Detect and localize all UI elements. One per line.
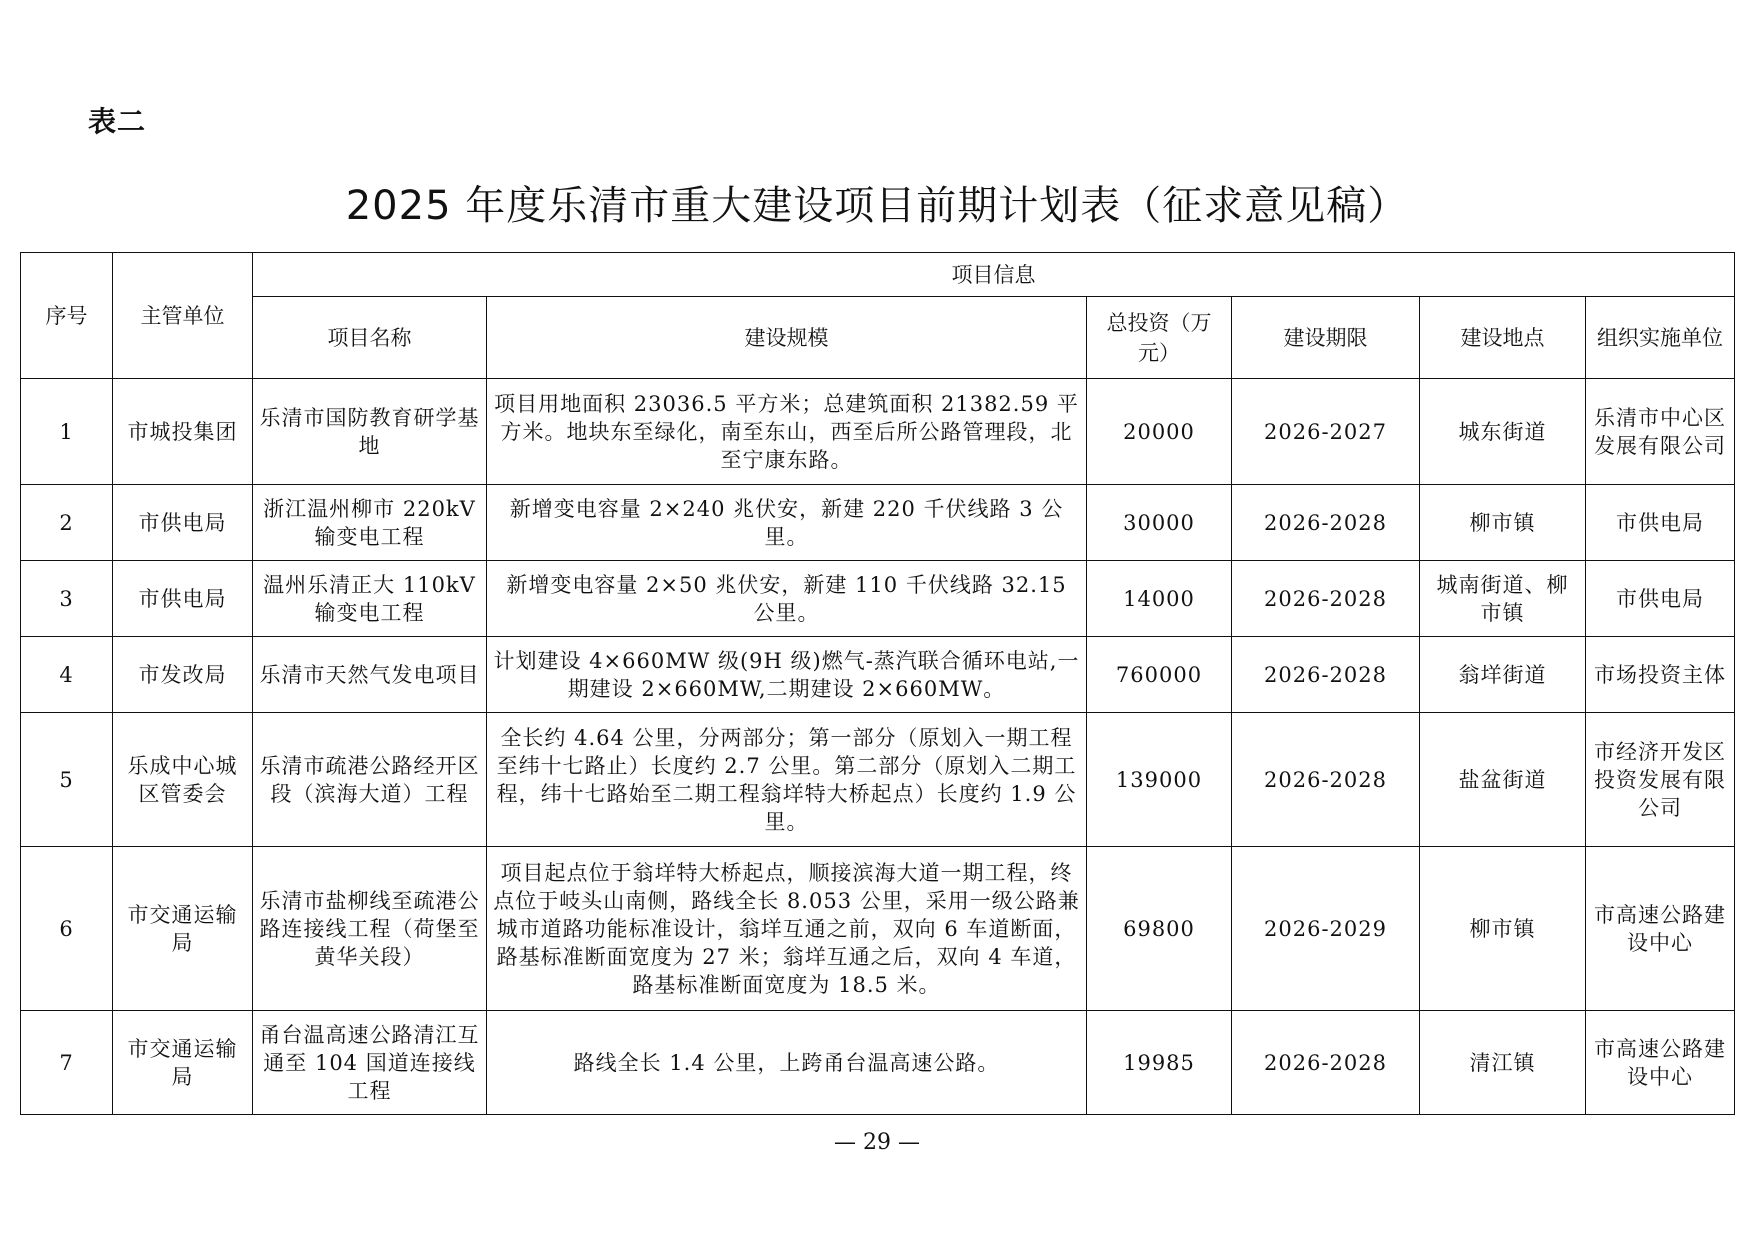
cell-name: 乐清市国防教育研学基地: [253, 379, 487, 485]
cell-investment: 69800: [1087, 847, 1232, 1011]
cell-index: 1: [21, 379, 113, 485]
subheader-row: [21, 297, 1735, 379]
table-tag: 表二: [88, 105, 147, 138]
cell-implementer: 市场投资主体: [1586, 637, 1735, 713]
cell-name: 浙江温州柳市 220kV 输变电工程: [253, 485, 487, 561]
cell-period: 2026-2028: [1232, 485, 1420, 561]
table-row: [21, 713, 1735, 847]
header-scale: 建设规模: [487, 297, 1087, 379]
page-number: — 29 —: [834, 1130, 920, 1155]
table-row: [21, 561, 1735, 637]
cell-implementer: 乐清市中心区发展有限公司: [1586, 379, 1735, 485]
cell-unit: 市交通运输局: [113, 847, 253, 1011]
cell-unit: 乐成中心城区管委会: [113, 713, 253, 847]
cell-location: 城南街道、柳市镇: [1420, 561, 1586, 637]
header-investment: 总投资（万元）: [1087, 297, 1232, 379]
header-name: 项目名称: [253, 297, 487, 379]
cell-scale: 新增变电容量 2×240 兆伏安，新建 220 千伏线路 3 公里。: [487, 485, 1087, 561]
cell-investment: 30000: [1087, 485, 1232, 561]
header-row: [21, 253, 1735, 297]
table-row: [21, 637, 1735, 713]
cell-unit: 市交通运输局: [113, 1011, 253, 1115]
table-row: [21, 379, 1735, 485]
cell-investment: 20000: [1087, 379, 1232, 485]
cell-unit: 市供电局: [113, 485, 253, 561]
cell-period: 2026-2029: [1232, 847, 1420, 1011]
cell-unit: 市供电局: [113, 561, 253, 637]
cell-location: 城东街道: [1420, 379, 1586, 485]
cell-period: 2026-2028: [1232, 637, 1420, 713]
cell-unit: 市发改局: [113, 637, 253, 713]
cell-index: 6: [21, 847, 113, 1011]
header-project-info: 项目信息: [253, 253, 1735, 297]
cell-scale: 新增变电容量 2×50 兆伏安，新建 110 千伏线路 32.15 公里。: [487, 561, 1087, 637]
cell-name: 乐清市天然气发电项目: [253, 637, 487, 713]
cell-index: 4: [21, 637, 113, 713]
cell-implementer: 市经济开发区投资发展有限公司: [1586, 713, 1735, 847]
header-location: 建设地点: [1420, 297, 1586, 379]
cell-location: 柳市镇: [1420, 485, 1586, 561]
cell-scale: 全长约 4.64 公里，分两部分；第一部分（原划入一期工程至纬十七路止）长度约 2.7 公里。第二部分（原划入二期工程，纬十七路始至二期工程翁垟特大桥起点）长度约 1.9 公里。: [487, 713, 1087, 847]
cell-location: 翁垟街道: [1420, 637, 1586, 713]
cell-investment: 760000: [1087, 637, 1232, 713]
cell-index: 7: [21, 1011, 113, 1115]
cell-investment: 14000: [1087, 561, 1232, 637]
cell-period: 2026-2027: [1232, 379, 1420, 485]
header-period: 建设期限: [1232, 297, 1420, 379]
cell-implementer: 市供电局: [1586, 561, 1735, 637]
cell-name: 甬台温高速公路清江互通至 104 国道连接线工程: [253, 1011, 487, 1115]
header-index: 序号: [21, 253, 113, 379]
cell-investment: 19985: [1087, 1011, 1232, 1115]
cell-index: 5: [21, 713, 113, 847]
cell-name: 乐清市疏港公路经开区段（滨海大道）工程: [253, 713, 487, 847]
cell-period: 2026-2028: [1232, 1011, 1420, 1115]
cell-location: 清江镇: [1420, 1011, 1586, 1115]
cell-scale: 路线全长 1.4 公里，上跨甬台温高速公路。: [487, 1011, 1087, 1115]
table-row: [21, 485, 1735, 561]
header-implementer: 组织实施单位: [1586, 297, 1735, 379]
cell-period: 2026-2028: [1232, 561, 1420, 637]
project-plan-table: [20, 252, 1735, 1115]
cell-implementer: 市供电局: [1586, 485, 1735, 561]
table-row: [21, 847, 1735, 1011]
cell-index: 2: [21, 485, 113, 561]
cell-scale: 计划建设 4×660MW 级(9H 级)燃气-蒸汽联合循环电站,一期建设 2×660MW,二期建设 2×660MW。: [487, 637, 1087, 713]
header-unit: 主管单位: [113, 253, 253, 379]
cell-location: 柳市镇: [1420, 847, 1586, 1011]
cell-name: 温州乐清正大 110kV 输变电工程: [253, 561, 487, 637]
cell-period: 2026-2028: [1232, 713, 1420, 847]
cell-unit: 市城投集团: [113, 379, 253, 485]
cell-investment: 139000: [1087, 713, 1232, 847]
cell-implementer: 市高速公路建设中心: [1586, 847, 1735, 1011]
cell-implementer: 市高速公路建设中心: [1586, 1011, 1735, 1115]
cell-name: 乐清市盐柳线至疏港公路连接线工程（荷堡至黄华关段）: [253, 847, 487, 1011]
cell-scale: 项目起点位于翁垟特大桥起点，顺接滨海大道一期工程，终点位于岐头山南侧，路线全长 8.053 公里，采用一级公路兼城市道路功能标准设计，翁垟互通之前，双向 6 车道断面，路基标准断面宽度为 27 米；翁垟互通之后，双向 4 车道，路基标准断面宽度为 18.5 米。: [487, 847, 1087, 1011]
cell-index: 3: [21, 561, 113, 637]
cell-scale: 项目用地面积 23036.5 平方米；总建筑面积 21382.59 平方米。地块东至绿化，南至东山，西至后所公路管理段，北至宁康东路。: [487, 379, 1087, 485]
cell-location: 盐盆街道: [1420, 713, 1586, 847]
table-row: [21, 1011, 1735, 1115]
page-title: 2025 年度乐清市重大建设项目前期计划表（征求意见稿）: [345, 183, 1409, 229]
